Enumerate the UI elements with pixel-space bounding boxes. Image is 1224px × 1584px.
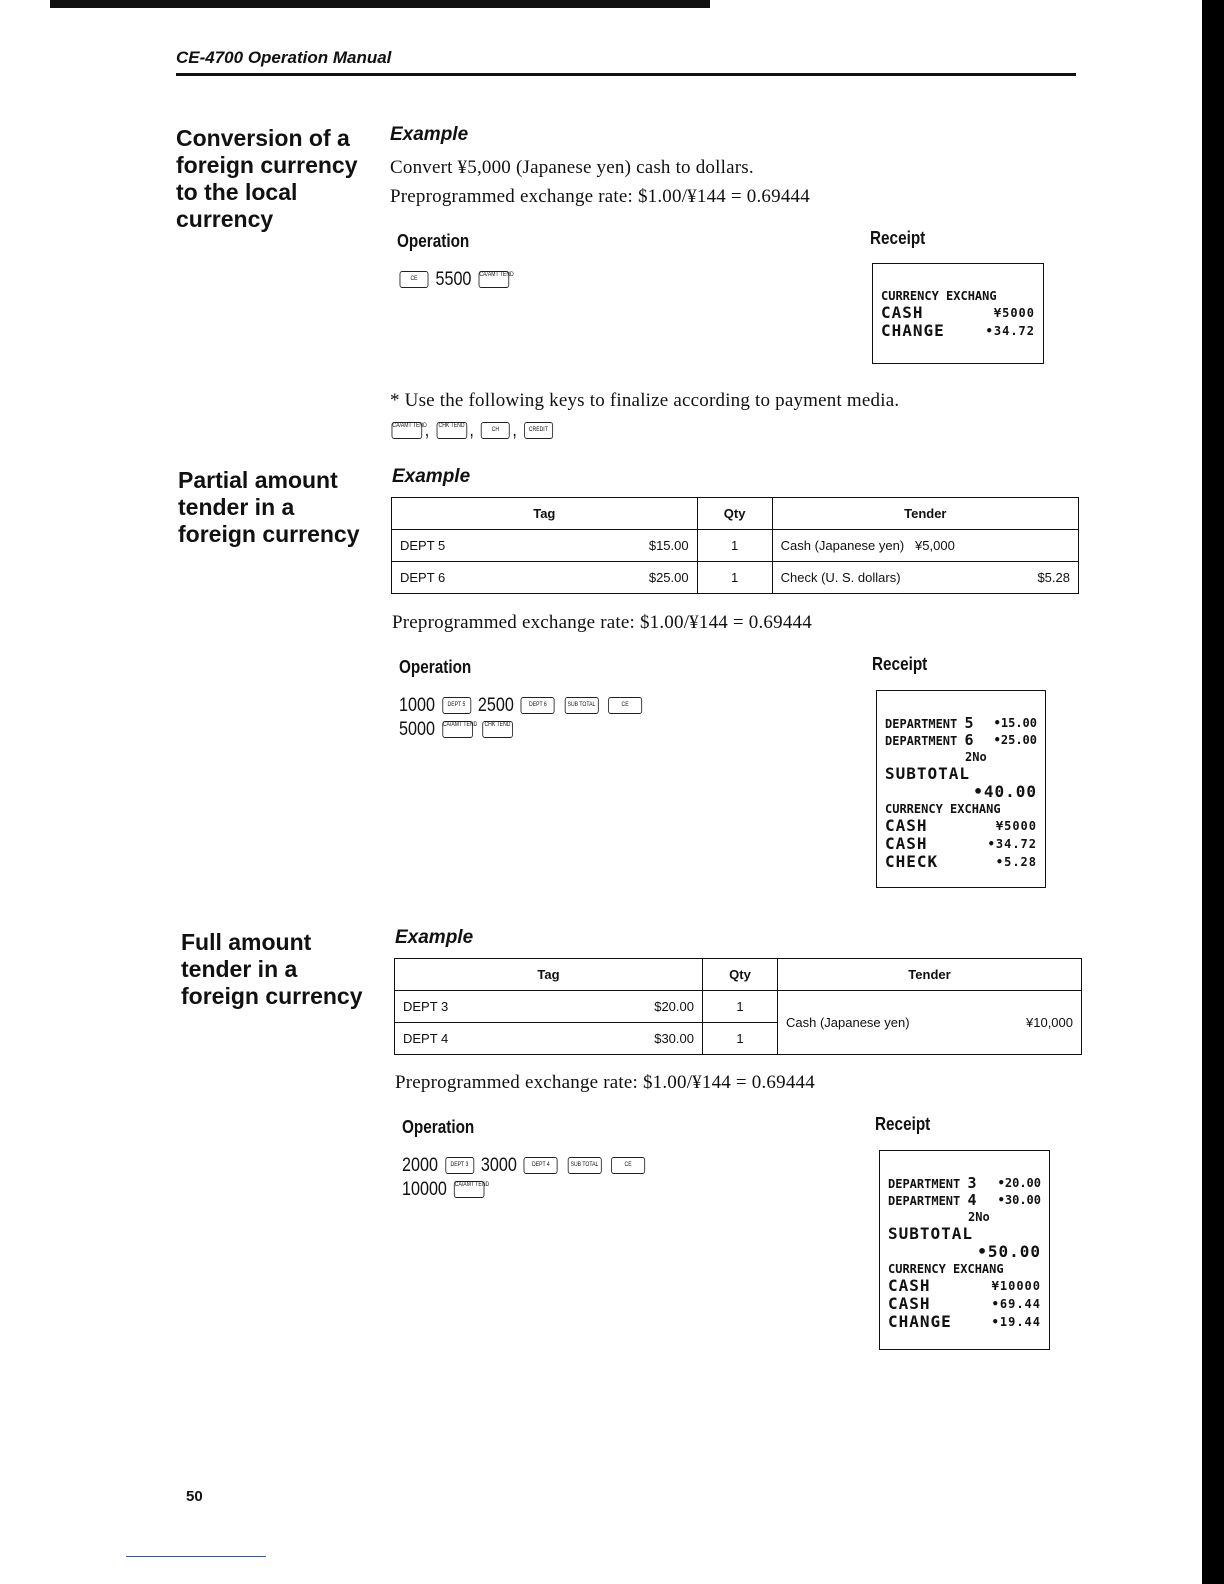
operation-sequence: 2000 DEPT 3 3000 DEPT 4 SUB TOTAL CE 10000 CA/AMT TEND bbox=[402, 1154, 648, 1202]
dept-6-key: DEPT 6 bbox=[521, 697, 555, 714]
section-heading-conversion: Conversion of a foreign currency to the local currency bbox=[176, 125, 358, 232]
operation-label: Operation bbox=[399, 657, 472, 677]
ce-key: CE bbox=[608, 697, 642, 714]
subtotal-value: •50.00 bbox=[977, 1242, 1041, 1261]
page-edge-bar bbox=[1202, 0, 1224, 1584]
example-label: Example bbox=[392, 466, 471, 487]
footer-link-line bbox=[126, 1556, 266, 1557]
table-row: DEPT 4 $30.00 1 bbox=[395, 1023, 1082, 1055]
receipt-row: CASH ¥5000 bbox=[881, 303, 1035, 322]
receipt-2: DEPARTMENT 5 •15.00 DEPARTMENT 6 •25.00 2No SUBTOTAL •40.00 CURRENCY EXCHANG CASH ¥5000 CASH •34.72 CHECK •5.28 bbox=[876, 690, 1046, 888]
receipt-header: CURRENCY EXCHANG bbox=[881, 289, 997, 303]
subtotal-key: SUB TOTAL bbox=[567, 1157, 601, 1174]
example-label: Example bbox=[390, 124, 469, 145]
table-header-row: Tag Qty Tender bbox=[392, 498, 1079, 530]
subtotal-value: •40.00 bbox=[973, 782, 1037, 801]
receipt-label: Receipt bbox=[870, 228, 926, 248]
tag-table bbox=[394, 958, 1082, 1055]
operation-sequence: CE 5500 CA/AMT TEND bbox=[397, 268, 512, 292]
chk-tend-key: CHK TEND bbox=[482, 721, 513, 738]
top-rule bbox=[50, 0, 710, 8]
table-row: DEPT 5 $15.00 1 Cash (Japanese yen) ¥5,000 bbox=[392, 530, 1079, 562]
operation-label: Operation bbox=[402, 1117, 475, 1137]
receipt-label: Receipt bbox=[875, 1114, 931, 1134]
receipt-row: CHANGE •19.44 bbox=[888, 1312, 1041, 1331]
receipt-row: CASH •34.72 bbox=[885, 834, 1037, 853]
receipt-3: DEPARTMENT 3 •20.00 DEPARTMENT 4 •30.00 2No SUBTOTAL •50.00 CURRENCY EXCHANG CASH ¥10000 CASH •69.44 CHANGE •19.44 bbox=[879, 1150, 1050, 1350]
section-heading-full: Full amount tender in a foreign currency bbox=[181, 929, 363, 1009]
ce-key: CE bbox=[611, 1157, 645, 1174]
receipt-row: CASH •69.44 bbox=[888, 1294, 1041, 1313]
section-heading-partial: Partial amount tender in a foreign currency bbox=[178, 467, 360, 547]
payment-media-note: * Use the following keys to finalize according to payment media. bbox=[390, 390, 900, 411]
dept-3-key: DEPT 3 bbox=[445, 1157, 474, 1174]
credit-key: CREDIT bbox=[524, 422, 553, 439]
exchange-rate-text: Preprogrammed exchange rate: $1.00/¥144 = 0.69444 bbox=[392, 612, 812, 633]
receipt-row: DEPARTMENT 5 •15.00 bbox=[885, 714, 1037, 732]
exchange-rate-text: Preprogrammed exchange rate: $1.00/¥144 = 0.69444 bbox=[395, 1072, 815, 1093]
ca-amt-tend-key: CA/AMT TEND bbox=[392, 422, 423, 439]
chk-tend-key: CHK TEND bbox=[436, 422, 467, 439]
operation-label: Operation bbox=[397, 231, 470, 251]
receipt-row: DEPARTMENT 4 •30.00 bbox=[888, 1191, 1041, 1209]
header-rule bbox=[176, 73, 1076, 76]
exchange-rate-text: Preprogrammed exchange rate: $1.00/¥144 = 0.69444 bbox=[390, 186, 810, 207]
receipt-row: CHECK •5.28 bbox=[885, 852, 1037, 871]
table-row: DEPT 6 $25.00 1 Check (U. S. dollars) $5.28 bbox=[392, 562, 1079, 594]
page-header-title: CE-4700 Operation Manual bbox=[176, 48, 392, 67]
dept-4-key: DEPT 4 bbox=[524, 1157, 558, 1174]
tag-table bbox=[391, 497, 1079, 594]
receipt-label: Receipt bbox=[872, 654, 928, 674]
receipt-row: CASH ¥10000 bbox=[888, 1276, 1041, 1295]
ca-amt-tend-key: CA/AMT TEND bbox=[454, 1181, 485, 1198]
receipt-row: DEPARTMENT 3 •20.00 bbox=[888, 1174, 1041, 1192]
example-label: Example bbox=[395, 927, 474, 948]
ce-key: CE bbox=[400, 271, 429, 288]
table-row: DEPT 3 $20.00 1 Cash (Japanese yen) ¥10,000 bbox=[395, 991, 1082, 1023]
ca-amt-tend-key: CA/AMT TEND bbox=[442, 721, 473, 738]
operation-sequence: 1000 DEPT 5 2500 DEPT 6 SUB TOTAL CE 5000 CA/AMT TEND CHK TEND bbox=[399, 694, 645, 742]
payment-media-keys: CA/AMT TEND, CHK TEND , CH , CREDIT bbox=[389, 419, 555, 443]
ch-key: CH bbox=[481, 422, 510, 439]
page-number: 50 bbox=[186, 1488, 203, 1505]
receipt-1 bbox=[872, 263, 1044, 364]
receipt-row: CHANGE •34.72 bbox=[881, 321, 1035, 340]
receipt-row: DEPARTMENT 6 •25.00 bbox=[885, 731, 1037, 749]
dept-5-key: DEPT 5 bbox=[442, 697, 471, 714]
ca-amt-tend-key: CA/AMT TEND bbox=[478, 271, 509, 288]
table-header-row: Tag Qty Tender bbox=[395, 959, 1082, 991]
example-text: Convert ¥5,000 (Japanese yen) cash to dollars. bbox=[390, 157, 754, 178]
receipt-row: CASH ¥5000 bbox=[885, 816, 1037, 835]
subtotal-key: SUB TOTAL bbox=[564, 697, 598, 714]
